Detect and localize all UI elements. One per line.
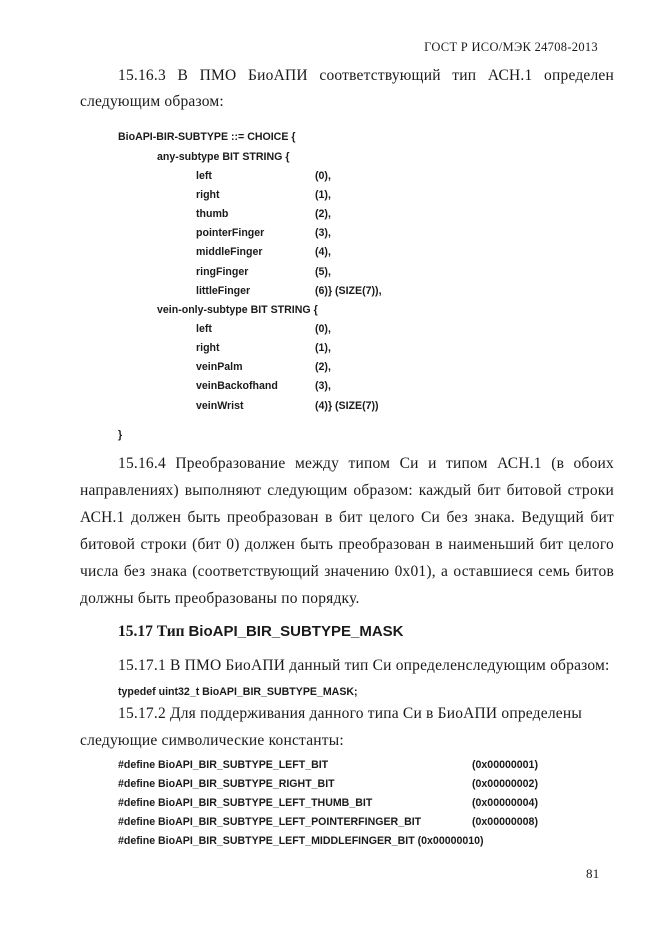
asn1-choice-open: BioAPI-BIR-SUBTYPE ::= CHOICE { xyxy=(118,131,296,143)
asn1-item-name: middleFinger xyxy=(196,246,263,258)
define-value: (0x00000001) xyxy=(472,759,538,771)
paragraph-15-16-4-last-line: должны быть преобразованы по порядку. xyxy=(80,590,360,607)
paragraph-15-16-4-line: АСН.1 должен быть преобразован в бит целого Си без знака. Ведущий бит xyxy=(80,509,614,526)
heading-number: 15.17 Тип xyxy=(118,623,189,640)
asn1-item-name: veinBackofhand xyxy=(196,380,278,392)
asn1-item-value: (2), xyxy=(315,208,331,220)
asn1-item-name: right xyxy=(196,189,220,201)
asn1-item-name: ringFinger xyxy=(196,266,249,278)
paragraph-15-17-1: 15.17.1 В ПМО БиоАПИ данный тип Си определенследующим образом: xyxy=(118,657,610,674)
asn1-item-name: littleFinger xyxy=(196,285,251,297)
paragraph-15-16-3-line2: следующим образом: xyxy=(80,93,224,110)
heading-type-name: BioAPI_BIR_SUBTYPE_MASK xyxy=(188,623,404,640)
asn1-item-value: (3), xyxy=(315,380,331,392)
paragraph-15-17-2-line2: следующие символические константы: xyxy=(80,732,344,749)
asn1-item-name: thumb xyxy=(196,208,229,220)
asn1-item-name: right xyxy=(196,342,220,354)
paragraph-15-16-3-line1: 15.16.3 В ПМО БиоАПИ соответствующий тип АСН.1 определен xyxy=(118,67,614,84)
asn1-item-value: (0), xyxy=(315,323,331,335)
paragraph-15-16-4-line: числа без знака (соответствующий значению 0x01), а оставшиеся семь битов xyxy=(80,563,614,580)
paragraph-15-16-4-line: битовой строки (бит 0) должен быть преобразован в наименьший бит целого xyxy=(80,536,614,553)
asn1-item-value: (6)} (SIZE(7)), xyxy=(315,285,382,297)
asn1-choice-close: } xyxy=(118,429,123,441)
asn1-item-name: pointerFinger xyxy=(196,227,265,239)
paragraph-15-17-2-line1: 15.17.2 Для поддерживания данного типа Си в БиоАПИ определены xyxy=(118,705,582,722)
asn1-vein-subtype: vein-only-subtype BIT STRING { xyxy=(157,304,318,316)
asn1-item-value: (0), xyxy=(315,170,331,182)
define-line-last: #define BioAPI_BIR_SUBTYPE_LEFT_MIDDLEFINGER_BIT (0x00000010) xyxy=(118,835,484,847)
asn1-item-name: veinWrist xyxy=(196,400,244,412)
paragraph-15-16-4-line: направлениях) выполняют следующим образом: каждый бит битовой строки xyxy=(80,482,614,499)
section-heading-15-17 xyxy=(118,623,404,641)
typedef-line: typedef uint32_t BioAPI_BIR_SUBTYPE_MASK; xyxy=(118,686,358,698)
define-name: #define BioAPI_BIR_SUBTYPE_LEFT_BIT xyxy=(118,759,329,771)
page-number: 81 xyxy=(586,866,600,881)
asn1-item-value: (4), xyxy=(315,246,331,258)
define-value: (0x00000002) xyxy=(472,778,538,790)
define-name: #define BioAPI_BIR_SUBTYPE_LEFT_THUMB_BIT xyxy=(118,797,373,809)
define-value: (0x00000008) xyxy=(472,816,538,828)
asn1-item-value: (2), xyxy=(315,361,331,373)
asn1-item-value: (5), xyxy=(315,266,331,278)
define-value: (0x00000004) xyxy=(472,797,538,809)
document-header: ГОСТ Р ИСО/МЭК 24708-2013 xyxy=(424,40,598,54)
asn1-item-name: left xyxy=(196,170,212,182)
asn1-item-name: veinPalm xyxy=(196,361,243,373)
paragraph-15-16-4-line: 15.16.4 Преобразование между типом Си и типом АСН.1 (в обоих xyxy=(118,455,614,472)
asn1-any-subtype: any-subtype BIT STRING { xyxy=(157,151,290,163)
asn1-item-value: (1), xyxy=(315,342,331,354)
asn1-item-name: left xyxy=(196,323,212,335)
asn1-item-value: (3), xyxy=(315,227,331,239)
define-name: #define BioAPI_BIR_SUBTYPE_LEFT_POINTERFINGER_BIT xyxy=(118,816,422,828)
asn1-item-value: (4)} (SIZE(7)) xyxy=(315,400,379,412)
asn1-item-value: (1), xyxy=(315,189,331,201)
define-name: #define BioAPI_BIR_SUBTYPE_RIGHT_BIT xyxy=(118,778,335,790)
